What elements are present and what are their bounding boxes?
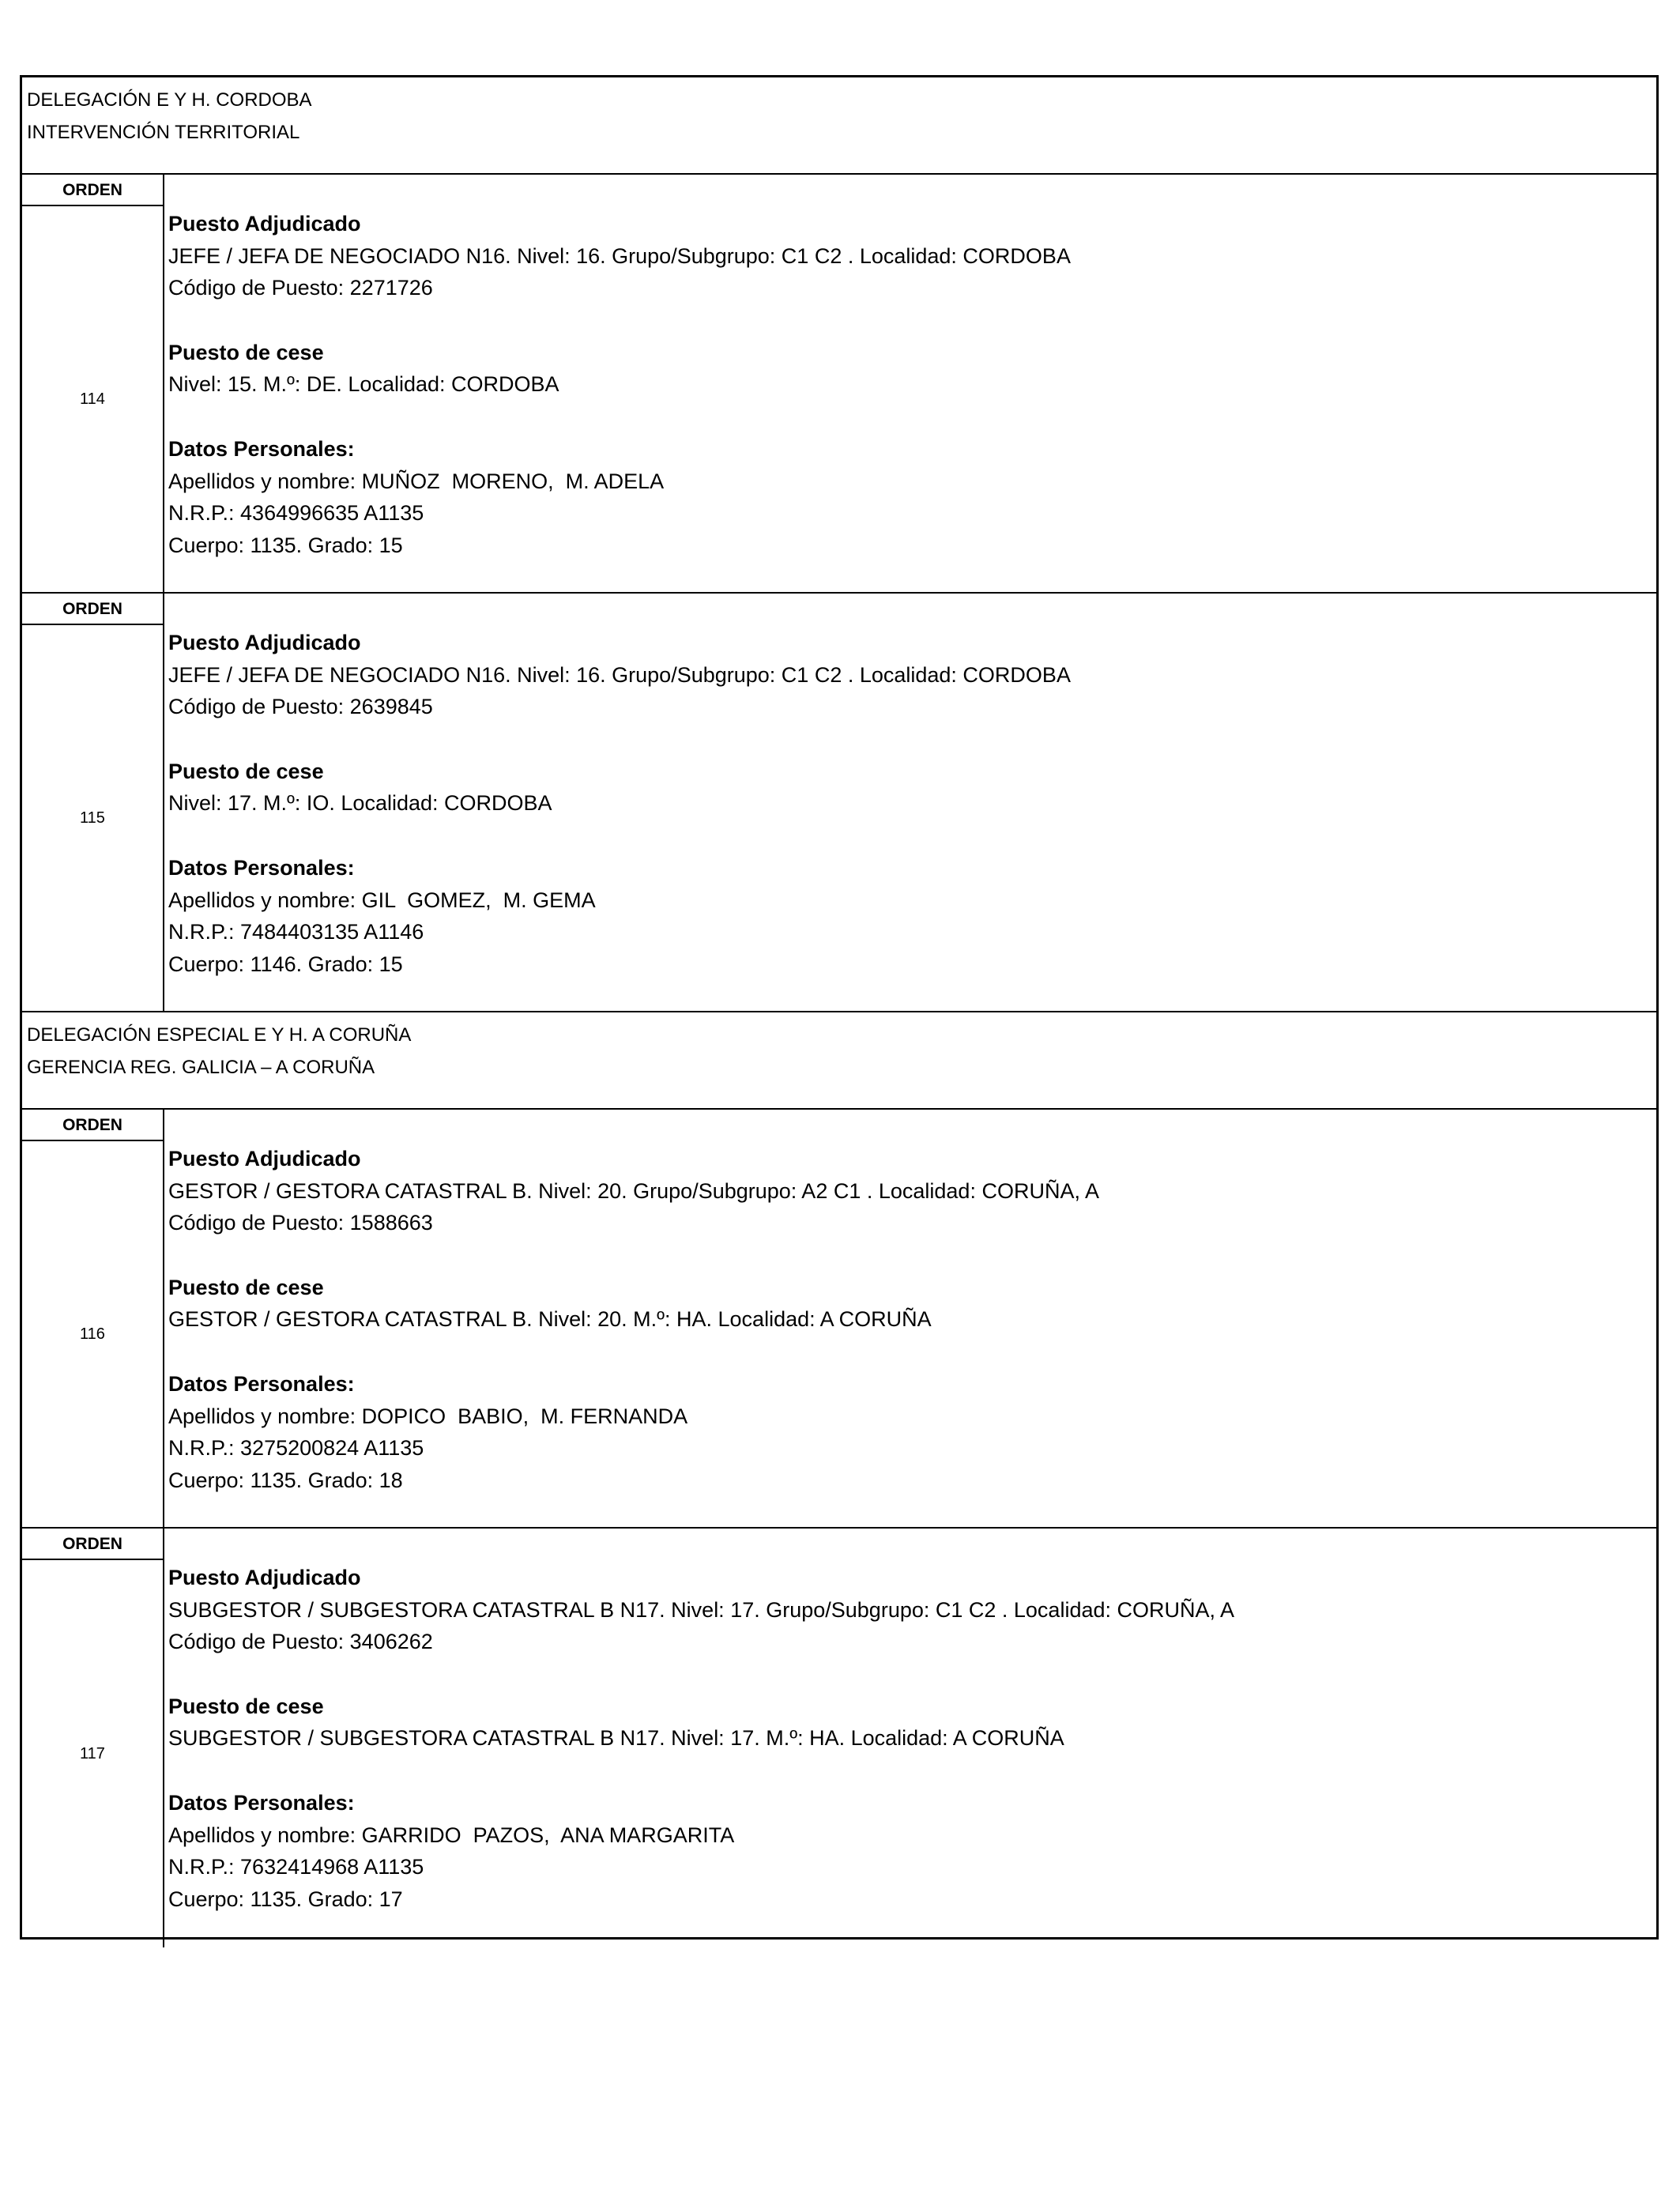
record-row [22,175,1656,594]
adjudicado-desc: JEFE / JEFA DE NEGOCIADO N16. Nivel: 16. Grupo/Subgrupo: C1 C2 . Localidad: CORDOBA [168,243,1071,268]
record-details [164,1110,1656,1527]
datos-title: Datos Personales: [168,1371,355,1396]
cese-title: Puesto de cese [168,1694,324,1718]
section-title: DELEGACIÓN ESPECIAL E Y H. A CORUÑA [27,1024,412,1046]
codigo-puesto: Código de Puesto: 2639845 [168,695,433,719]
record-row [22,1110,1656,1529]
section-subtitle: GERENCIA REG. GALICIA – A CORUÑA [27,1057,375,1078]
codigo-puesto: Código de Puesto: 1588663 [168,1211,433,1235]
orden-number: 117 [80,1744,105,1762]
orden-number: 114 [80,390,105,408]
orden-column [22,594,164,1011]
codigo-puesto: Código de Puesto: 3406262 [168,1630,433,1654]
nrp: N.R.P.: 7484403135 A1146 [168,920,424,944]
document-table [20,75,1659,1940]
orden-number: 115 [80,809,105,827]
section-title: DELEGACIÓN E Y H. CORDOBA [27,89,312,111]
adjudicado-desc: SUBGESTOR / SUBGESTORA CATASTRAL B N17. Nivel: 17. Grupo/Subgrupo: C1 C2 . Localidad: CORUÑA, A [168,1597,1235,1622]
orden-label: ORDEN [22,1110,163,1141]
codigo-puesto: Código de Puesto: 2271726 [168,276,433,300]
adjudicado-desc: GESTOR / GESTORA CATASTRAL B. Nivel: 20. Grupo/Subgrupo: A2 C1 . Localidad: CORUÑA, A [168,1178,1099,1203]
adjudicado-desc: JEFE / JEFA DE NEGOCIADO N16. Nivel: 16. Grupo/Subgrupo: C1 C2 . Localidad: CORDOBA [168,662,1071,687]
record-details [164,175,1656,592]
cuerpo-grado: Cuerpo: 1135. Grado: 17 [168,1887,403,1911]
cese-title: Puesto de cese [168,1275,324,1299]
datos-title: Datos Personales: [168,436,355,461]
nrp: N.R.P.: 3275200824 A1135 [168,1436,424,1461]
nrp: N.R.P.: 7632414968 A1135 [168,1855,424,1879]
orden-label: ORDEN [22,1529,163,1560]
record-row [22,1529,1656,1947]
datos-title: Datos Personales: [168,855,355,880]
orden-column [22,1110,164,1527]
orden-label: ORDEN [22,594,163,625]
record-row [22,594,1656,1012]
nombre: Apellidos y nombre: GARRIDO PAZOS, ANA MARGARITA [168,1823,735,1847]
nombre: Apellidos y nombre: GIL GOMEZ, M. GEMA [168,888,596,912]
cese-desc: SUBGESTOR / SUBGESTORA CATASTRAL B N17. Nivel: 17. M.º: HA. Localidad: A CORUÑA [168,1726,1064,1751]
datos-title: Datos Personales: [168,1790,355,1815]
section-header [22,77,1656,175]
section-header [22,1012,1656,1110]
orden-number: 116 [80,1325,105,1343]
cese-desc: Nivel: 17. M.º: IO. Localidad: CORDOBA [168,791,552,816]
section-subtitle: INTERVENCIÓN TERRITORIAL [27,122,300,143]
adjudicado-title: Puesto Adjudicado [168,212,361,236]
cese-title: Puesto de cese [168,759,324,783]
orden-column [22,175,164,592]
record-details [164,1529,1656,1947]
adjudicado-title: Puesto Adjudicado [168,1147,361,1171]
cuerpo-grado: Cuerpo: 1135. Grado: 15 [168,533,403,557]
cese-desc: Nivel: 15. M.º: DE. Localidad: CORDOBA [168,372,559,397]
orden-column [22,1529,164,1947]
adjudicado-title: Puesto Adjudicado [168,1566,361,1589]
cese-title: Puesto de cese [168,340,324,364]
cuerpo-grado: Cuerpo: 1146. Grado: 15 [168,952,403,976]
cese-desc: GESTOR / GESTORA CATASTRAL B. Nivel: 20. M.º: HA. Localidad: A CORUÑA [168,1307,932,1332]
adjudicado-title: Puesto Adjudicado [168,631,361,654]
cuerpo-grado: Cuerpo: 1135. Grado: 18 [168,1468,403,1492]
record-details [164,594,1656,1011]
nombre: Apellidos y nombre: DOPICO BABIO, M. FERNANDA [168,1404,688,1428]
orden-label: ORDEN [22,175,163,206]
nombre: Apellidos y nombre: MUÑOZ MORENO, M. ADELA [168,469,665,493]
nrp: N.R.P.: 4364996635 A1135 [168,501,424,526]
